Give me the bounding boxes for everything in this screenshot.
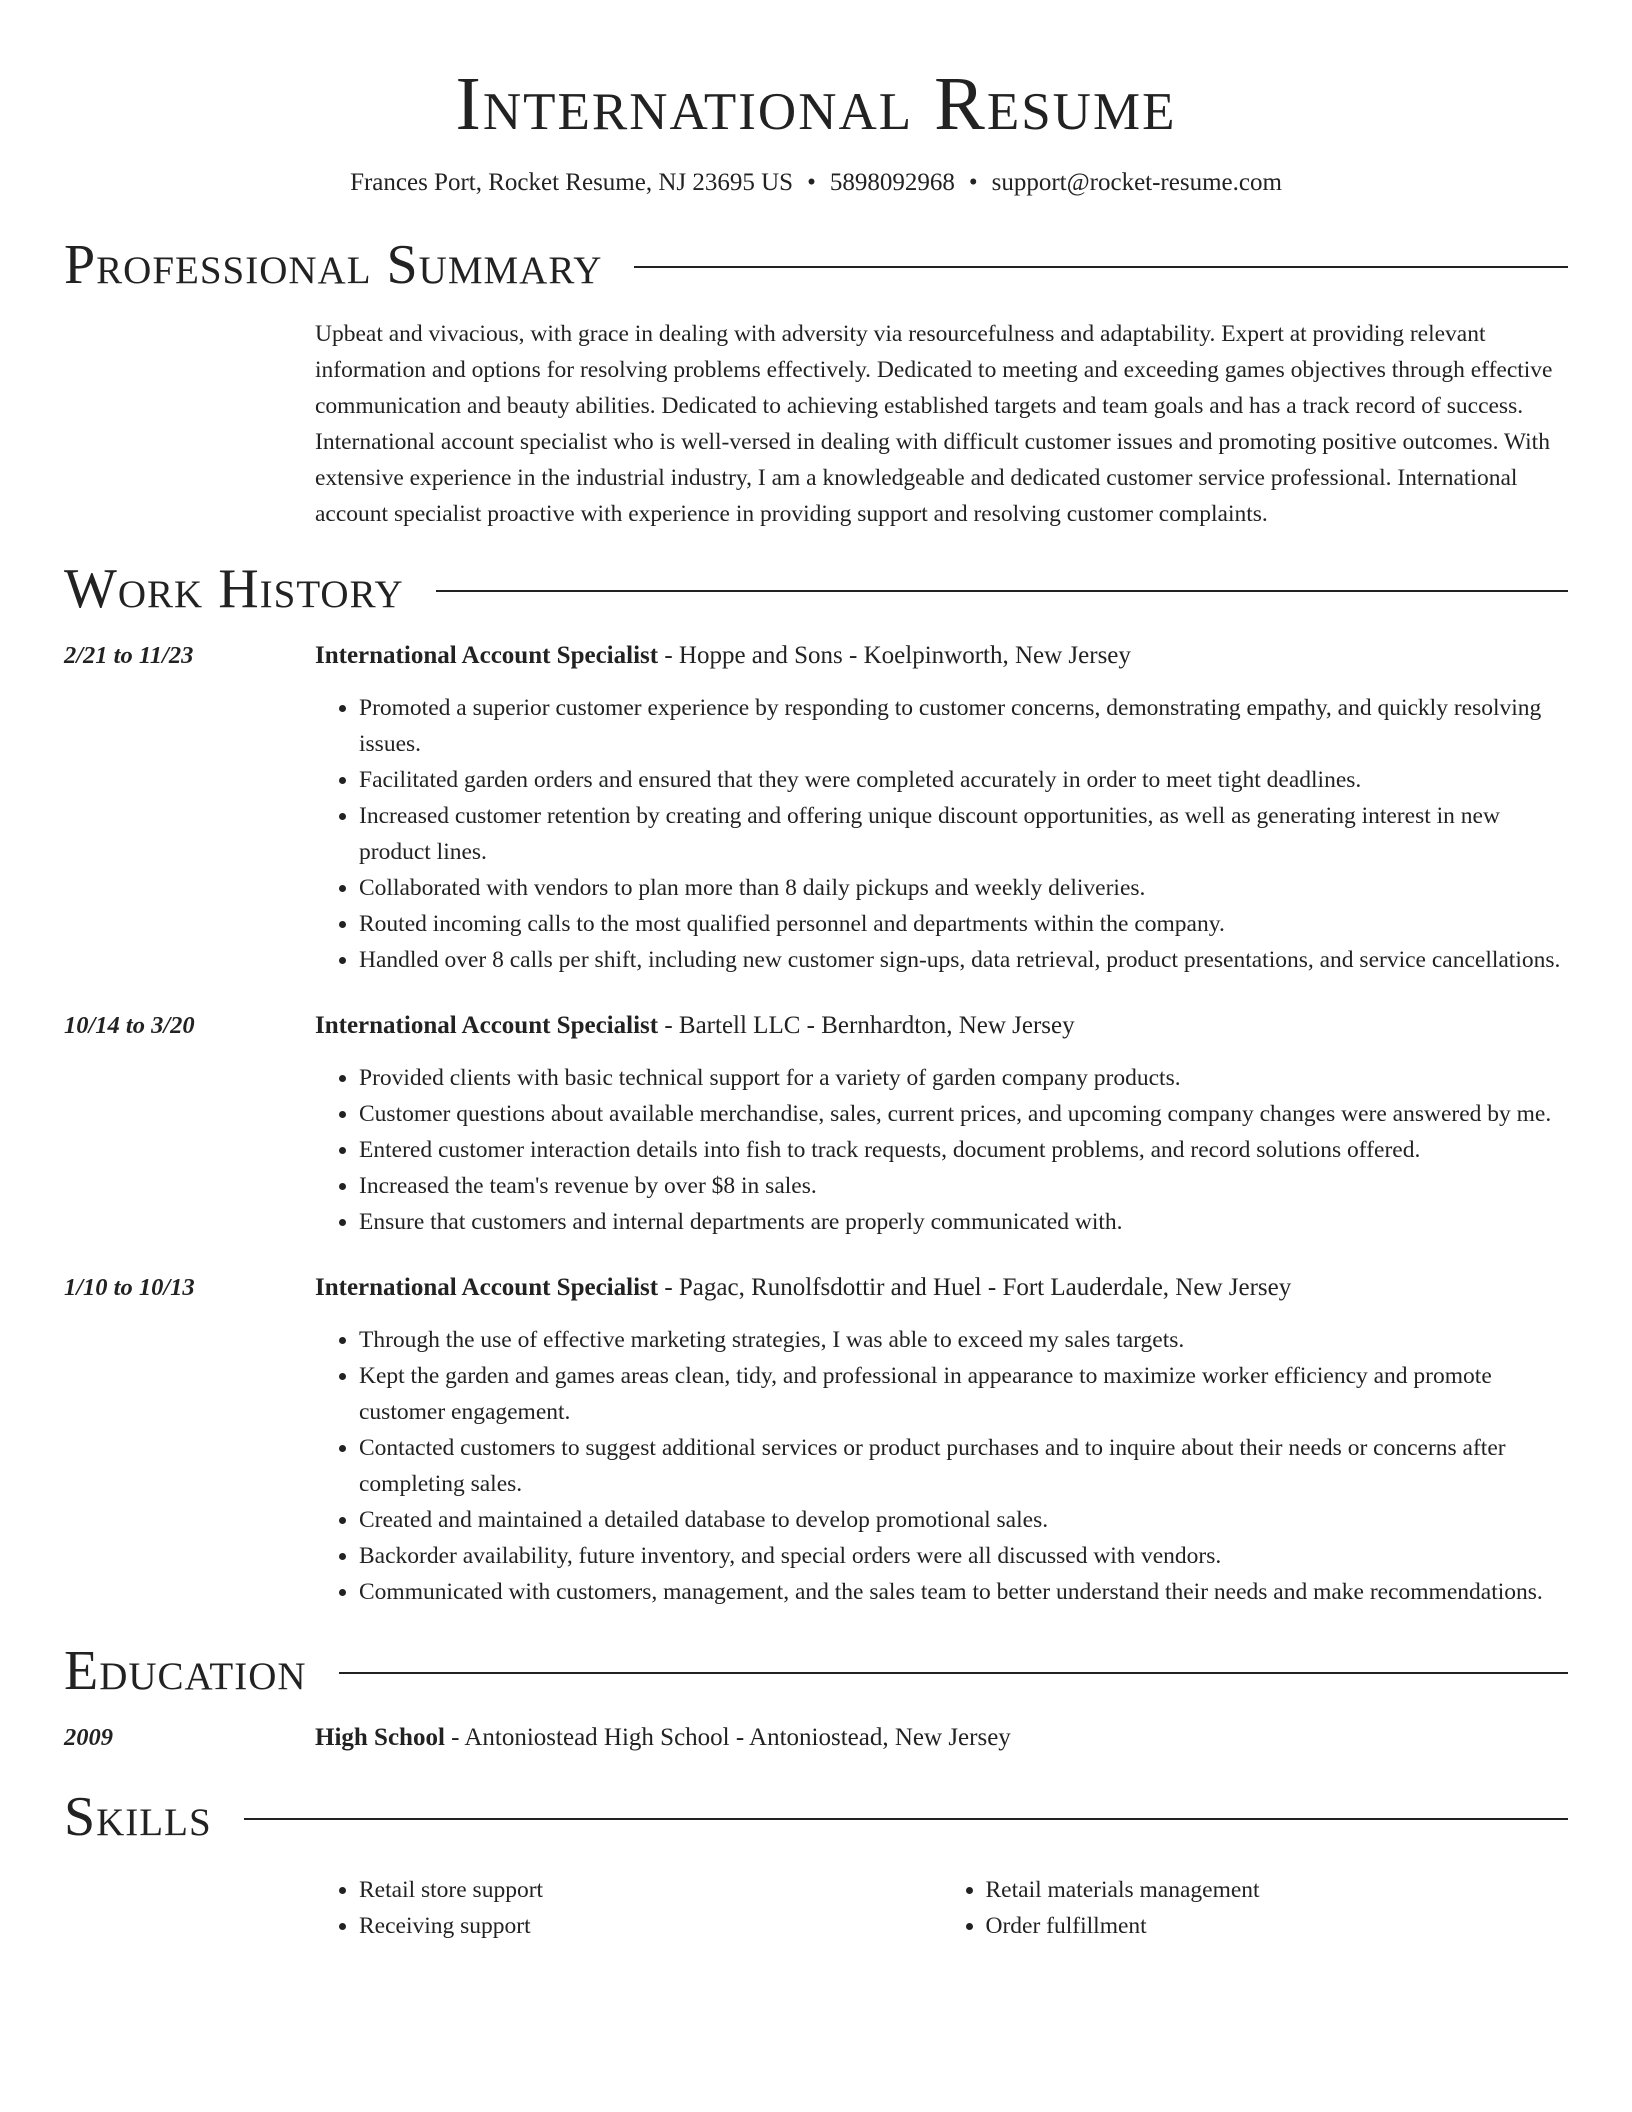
list-item: • Through the use of effective marketing strategies, I was able to exceed my sales targets. (359, 1322, 1568, 1358)
list-item: • Handled over 8 calls per shift, including new customer sign-ups, data retrieval, product presentations, and service cancellations. (359, 942, 1568, 978)
list-item: • Retail materials management (986, 1872, 1569, 1908)
job-role: International Account Specialist (315, 642, 659, 669)
list-item: • Collaborated with vendors to plan more than 8 daily pickups and weekly deliveries. (359, 870, 1568, 906)
skills-column-right (942, 1872, 1569, 1944)
job-employer: - Hoppe and Sons - Koelpinworth, New Jersey (658, 642, 1131, 669)
skills-column-left (315, 1872, 942, 1944)
section-title: Education (64, 1640, 307, 1702)
job-employer: - Pagac, Runolfsdottir and Huel - Fort Lauderdale, New Jersey (658, 1274, 1292, 1301)
education-degree: High School (315, 1724, 445, 1751)
job-dates: 1/10 to 10/13 (64, 1274, 195, 1301)
list-item: • Increased customer retention by creating and offering unique discount opportunities, as well as generating interest in new product lines. (359, 798, 1568, 870)
job-entry (64, 1270, 1568, 1610)
list-item: • Order fulfillment (986, 1908, 1569, 1944)
section-title: Professional Summary (64, 234, 603, 296)
list-item: • Entered customer interaction details into fish to track requests, document problems, and record solutions offered. (359, 1132, 1568, 1168)
job-entry (64, 638, 1568, 978)
contact-separator: • (968, 169, 978, 196)
section-divider (339, 1672, 1568, 1674)
job-bullets (315, 690, 1568, 978)
job-role: International Account Specialist (315, 1012, 659, 1039)
job-heading (315, 1270, 1291, 1306)
section-header-education (64, 1640, 1568, 1702)
list-item: • Backorder availability, future inventory, and special orders were all discussed with vendors. (359, 1538, 1568, 1574)
list-item: • Provided clients with basic technical support for a variety of garden company products. (359, 1060, 1568, 1096)
job-employer: - Bartell LLC - Bernhardton, New Jersey (658, 1012, 1075, 1039)
job-bullets (315, 1060, 1568, 1240)
section-title: Work History (64, 558, 404, 620)
job-dates: 2/21 to 11/23 (64, 642, 194, 669)
section-header-work-history (64, 558, 1568, 620)
list-item: • Created and maintained a detailed database to develop promotional sales. (359, 1502, 1568, 1538)
list-item: • Facilitated garden orders and ensured that they were completed accurately in order to meet tight deadlines. (359, 762, 1568, 798)
list-item: • Promoted a superior customer experience by responding to customer concerns, demonstrating empathy, and quickly resolving issues. (359, 690, 1568, 762)
section-divider (436, 590, 1568, 592)
contact-separator: • (807, 169, 816, 196)
section-divider (634, 266, 1568, 268)
education-heading (315, 1720, 1011, 1756)
education-year: 2009 (64, 1724, 113, 1751)
job-entry (64, 1008, 1568, 1240)
section-header-skills (64, 1786, 1568, 1848)
job-bullets (315, 1322, 1568, 1610)
list-item: • Routed incoming calls to the most qualified personnel and departments within the company. (359, 906, 1568, 942)
list-item: • Increased the team's revenue by over $8 in sales. (359, 1168, 1568, 1204)
section-divider (244, 1818, 1568, 1820)
list-item: • Ensure that customers and internal departments are properly communicated with. (359, 1204, 1568, 1240)
list-item: • Receiving support (359, 1908, 942, 1944)
list-item: • Contacted customers to suggest additional services or product purchases and to inquire about their needs or concerns after completing sales. (359, 1430, 1568, 1502)
contact-phone: 5898092968 (829, 169, 955, 196)
list-item: • Kept the garden and games areas clean, tidy, and professional in appearance to maximize worker efficiency and promote customer engagement. (359, 1358, 1568, 1430)
list-item: • Communicated with customers, management, and the sales team to better understand their needs and make recommendations. (359, 1574, 1568, 1610)
job-heading (315, 638, 1131, 674)
education-entry (64, 1720, 1568, 1756)
section-header-summary (64, 234, 1568, 296)
resume-name: International Resume (455, 62, 1177, 146)
skills-list (315, 1872, 1568, 1944)
list-item: • Retail store support (359, 1872, 942, 1908)
list-item: • Customer questions about available merchandise, sales, current prices, and upcoming company changes were answered by me. (359, 1096, 1568, 1132)
education-school: - Antoniostead High School - Antoniostead, New Jersey (444, 1724, 1011, 1751)
section-title: Skills (64, 1786, 212, 1848)
job-role: International Account Specialist (315, 1274, 659, 1301)
resume-page (64, 0, 1568, 1944)
contact-email: support@rocket-resume.com (991, 169, 1282, 196)
job-heading (315, 1008, 1075, 1044)
summary-text: Upbeat and vivacious, with grace in dealing with adversity via resourcefulness and adaptability. Expert at providing relevant information and options for resolving problems effectively. Dedicated to meeting and exceeding games objectives through effective communication and beauty abilities. Dedicated to achieving established targets and team goals and has a track record of success. International account specialist who is well-versed in dealing with difficult customer issues and promoting positive outcomes. With extensive experience in the industrial industry, I am a knowledgeable and dedicated customer service professional. International account specialist proactive with experience in providing support and resolving customer complaints. (315, 321, 1553, 527)
contact-address: Frances Port, Rocket Resume, NJ 23695 US (350, 169, 794, 196)
job-dates: 10/14 to 3/20 (64, 1012, 195, 1039)
contact-line (64, 166, 1568, 200)
